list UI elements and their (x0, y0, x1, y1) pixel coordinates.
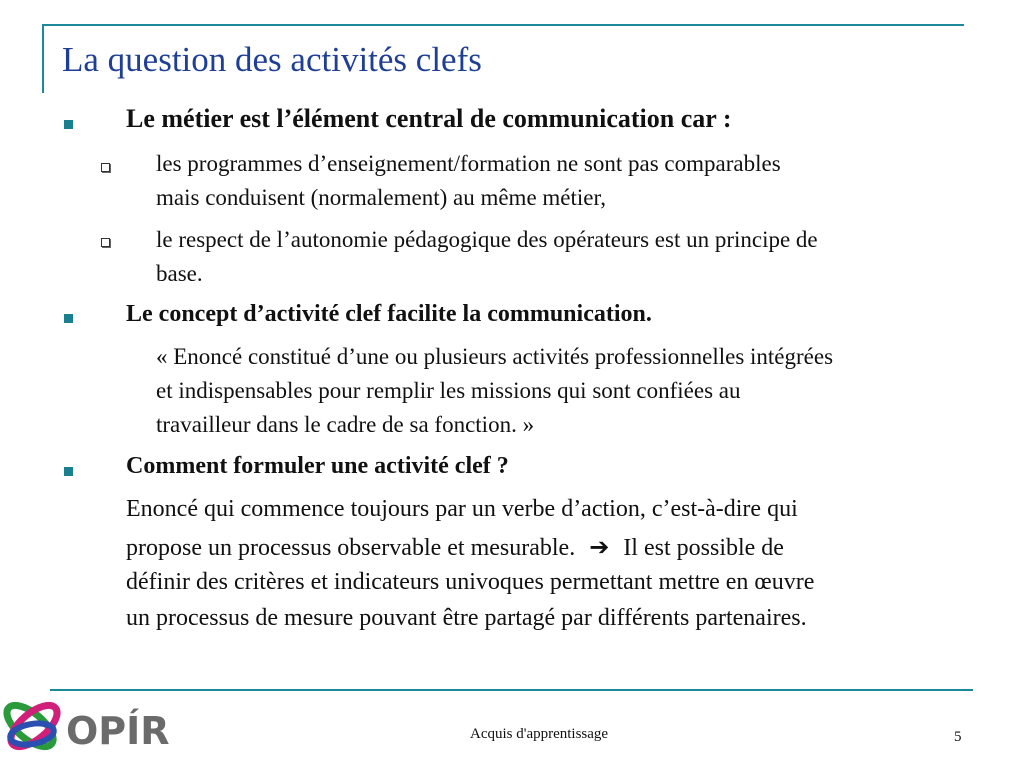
opir-logo (0, 692, 170, 762)
paragraph-line-1: Enoncé qui commence toujours par un verbe d’action, c’est-à-dire qui (126, 496, 798, 522)
bullet-heading-1: Le métier est l’élément central de communication car : (126, 104, 732, 133)
page-number: 5 (954, 729, 962, 745)
paragraph-line-2-text-b: Il est possible de (623, 535, 784, 561)
footer-title: Acquis d'apprentissage (470, 726, 609, 742)
definition-quote-line-3: travailleur dans le cadre de sa fonction. » (156, 412, 535, 437)
sub-bullet-1-line-1: les programmes d’enseignement/formation ne sont pas comparables (156, 151, 781, 176)
paragraph-line-4: un processus de mesure pouvant être partagé par différents partenaires. (126, 605, 807, 631)
definition-quote-line-2: et indispensables pour remplir les missions qui sont confiées au (156, 378, 741, 403)
square-bullet-icon (64, 120, 73, 129)
hollow-square-bullet-icon (101, 163, 110, 172)
sub-bullet-2-line-2: base. (156, 261, 203, 286)
footer-divider (50, 689, 973, 691)
sub-bullet-1-line-2: mais conduisent (normalement) au même métier, (156, 185, 606, 210)
slide-title: La question des activités clefs (62, 40, 482, 79)
hollow-square-bullet-icon (101, 238, 110, 247)
bullet-heading-2: Le concept d’activité clef facilite la communication. (126, 301, 652, 327)
square-bullet-icon (64, 467, 73, 476)
bullet-heading-3: Comment formuler une activité clef ? (126, 453, 509, 479)
frame-top-line (42, 24, 964, 26)
logo-wordmark: OPÍR (66, 709, 170, 753)
square-bullet-icon (64, 314, 73, 323)
paragraph-line-3: définir des critères et indicateurs univoques permettant mettre en œuvre (126, 569, 815, 595)
right-arrow-icon: ➔ (589, 533, 610, 561)
definition-quote-line-1: « Enoncé constitué d’une ou plusieurs activités professionnelles intégrées (156, 344, 834, 369)
paragraph-line-2 (126, 533, 784, 562)
frame-vertical-line (42, 24, 44, 93)
sub-bullet-2-line-1: le respect de l’autonomie pédagogique des opérateurs est un principe de (156, 227, 818, 252)
paragraph-line-2-text-a: propose un processus observable et mesurable. (126, 535, 576, 561)
